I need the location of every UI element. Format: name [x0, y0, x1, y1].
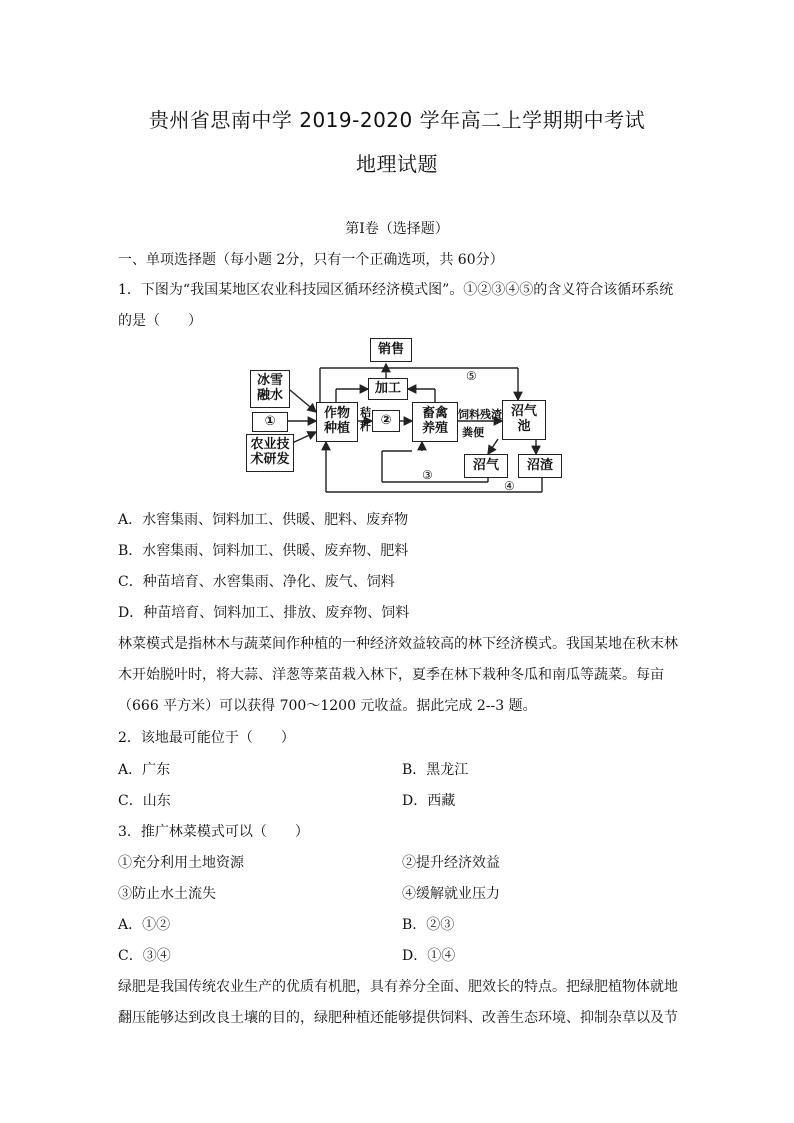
q2-option-c: C．山东 — [118, 793, 171, 809]
label-circle-3: ③ — [422, 468, 433, 482]
q3-stem: 3．推广林菜模式可以（ ） — [118, 824, 309, 840]
passage1-line3: （666 平方米）可以获得 700～1200 元收益。据此完成 2--3 题。 — [118, 698, 537, 714]
box-ice-meltwater: 冰雪 融水 — [250, 370, 290, 408]
box-biogas-residue: 沼渣 — [518, 454, 562, 478]
label-feed-residue: 饲料残渣 — [458, 408, 502, 421]
passage1-line2: 木开始脱叶时，将大蒜、洋葱等菜苗栽入林下，夏季在林下栽种冬瓜和南瓜等蔬菜。每亩 — [118, 667, 664, 683]
q1-option-d: D．种苗培育、饲料加工、排放、废弃物、饲料 — [118, 605, 410, 621]
circular-economy-diagram — [236, 336, 562, 496]
box-livestock: 畜禽 养殖 — [412, 402, 458, 442]
volume-heading: 第Ⅰ卷（选择题） — [345, 221, 449, 237]
exam-title: 贵州省思南中学 2019-2020 学年高二上学期期中考试 — [148, 108, 646, 132]
q2-option-a: A．广东 — [118, 762, 171, 778]
q1-stem-line1: 1．下图为“我国某地区农业科技园区循环经济模式图”。①②③④⑤的含义符合该循环系统 — [118, 282, 674, 298]
q3-option-d: D．①④ — [402, 948, 456, 964]
box-biogas: 沼气 — [464, 454, 508, 478]
box-sales: 销售 — [370, 338, 412, 362]
q3-option-a: A．①② — [118, 917, 171, 933]
box-input-1: ① — [252, 412, 288, 432]
passage2-line1: 绿肥是我国传统农业生产的优质有机肥，具有养分全面、肥效长的特点。把绿肥植物体就地 — [118, 979, 678, 995]
label-circle-4: ④ — [504, 479, 515, 493]
box-agri-research: 农业技 术研发 — [246, 434, 294, 472]
label-straw: 秸 秆 — [360, 406, 371, 434]
q2-option-b: B．黑龙江 — [402, 762, 469, 778]
q1-option-a: A．水窖集雨、饲料加工、供暖、肥料、废弃物 — [118, 512, 409, 528]
q3-statement-3: ③防止水土流失 — [118, 886, 216, 902]
q2-stem: 2．该地最可能位于（ ） — [118, 730, 295, 746]
passage2-line2: 翻压能够达到改良土壤的目的，绿肥种植还能够提供饲料、改善生态环境、抑制杂草以及节 — [118, 1010, 678, 1026]
label-circle-5: ⑤ — [466, 369, 477, 383]
q3-statement-2: ②提升经济效益 — [402, 855, 500, 871]
q3-statement-1: ①充分利用土地资源 — [118, 855, 244, 871]
box-input-2: ② — [372, 410, 400, 432]
q1-stem-line2: 的是（ ） — [118, 313, 202, 329]
part-heading: 一、单项选择题（每小题 2分，只有一个正确选项，共 60分） — [118, 252, 504, 268]
label-manure: 粪便 — [462, 426, 484, 439]
passage1-line1: 林菜模式是指林木与蔬菜间作种植的一种经济效益较高的林下经济模式。我国某地在秋末林 — [118, 636, 678, 652]
box-biogas-pool: 沼气 池 — [502, 400, 546, 440]
q1-option-b: B．水窖集雨、饲料加工、供暖、废弃物、肥料 — [118, 543, 409, 559]
box-process: 加工 — [368, 378, 408, 400]
q3-statement-4: ④缓解就业压力 — [402, 886, 500, 902]
q3-option-c: C．③④ — [118, 948, 171, 964]
q2-option-d: D．西藏 — [402, 793, 456, 809]
box-crop-planting: 作物 种植 — [316, 402, 358, 442]
q1-option-c: C．种苗培育、水窖集雨、净化、废气、饲料 — [118, 574, 395, 590]
q3-option-b: B．②③ — [402, 917, 455, 933]
exam-subtitle: 地理试题 — [356, 152, 438, 176]
